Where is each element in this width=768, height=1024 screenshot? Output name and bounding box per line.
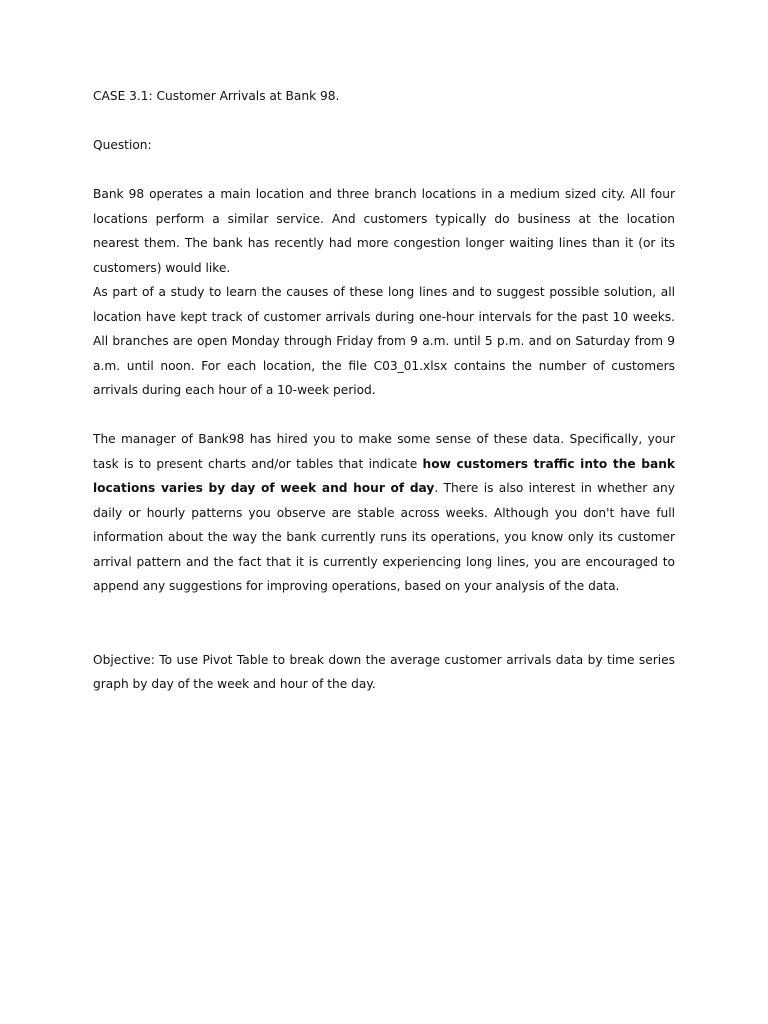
paragraph-study-description: As part of a study to learn the causes of these long lines and to suggest possible solution, all location have kept track of customer arrivals during one-hour intervals for the past 10 weeks. All branches are open Monday through Friday from 9 a.m. until 5 p.m. and on Saturday from 9 a.m. until noon. For each location, the file C03_01.xlsx contains the number of customers arrivals during each hour of a 10-week period. [93, 285, 675, 397]
spacer [93, 403, 675, 428]
case-title: CASE 3.1: Customer Arrivals at Bank 98. [93, 89, 340, 103]
paragraph-bank-overview: Bank 98 operates a main location and three branch locations in a medium sized city. All four locations perform a similar service. And customers typically do business at the location nearest them. The bank has recently had more congestion longer waiting lines than it (or its customers) would like. [93, 187, 675, 275]
paragraph-task [93, 427, 675, 599]
task-text-start: The manager of Bank98 has hired you to make some sense of these data. Specifically, your task is to present charts and/or tables that indicate [93, 432, 675, 471]
task-text-end: . There is also interest in whether any daily or hourly patterns you observe are stable across weeks. Although you don't have full information about the way the bank currently runs its operations, you know only its customer arrival pattern and the fact that it is currently experiencing long lines, you are encouraged to append any suggestions for improving operations, based on your analysis of the data. [93, 481, 675, 593]
paragraph-objective: Objective: To use Pivot Table to break down the average customer arrivals data by time series graph by day of the week and hour of the day. [93, 652, 675, 691]
question-label: Question: [93, 138, 152, 152]
task-emphasis: how customers traffic into the bank locations varies by day of week and hour of day [93, 456, 675, 495]
spacer [93, 109, 675, 134]
document-page [93, 84, 675, 697]
spacer [93, 599, 675, 648]
spacer [93, 158, 675, 183]
